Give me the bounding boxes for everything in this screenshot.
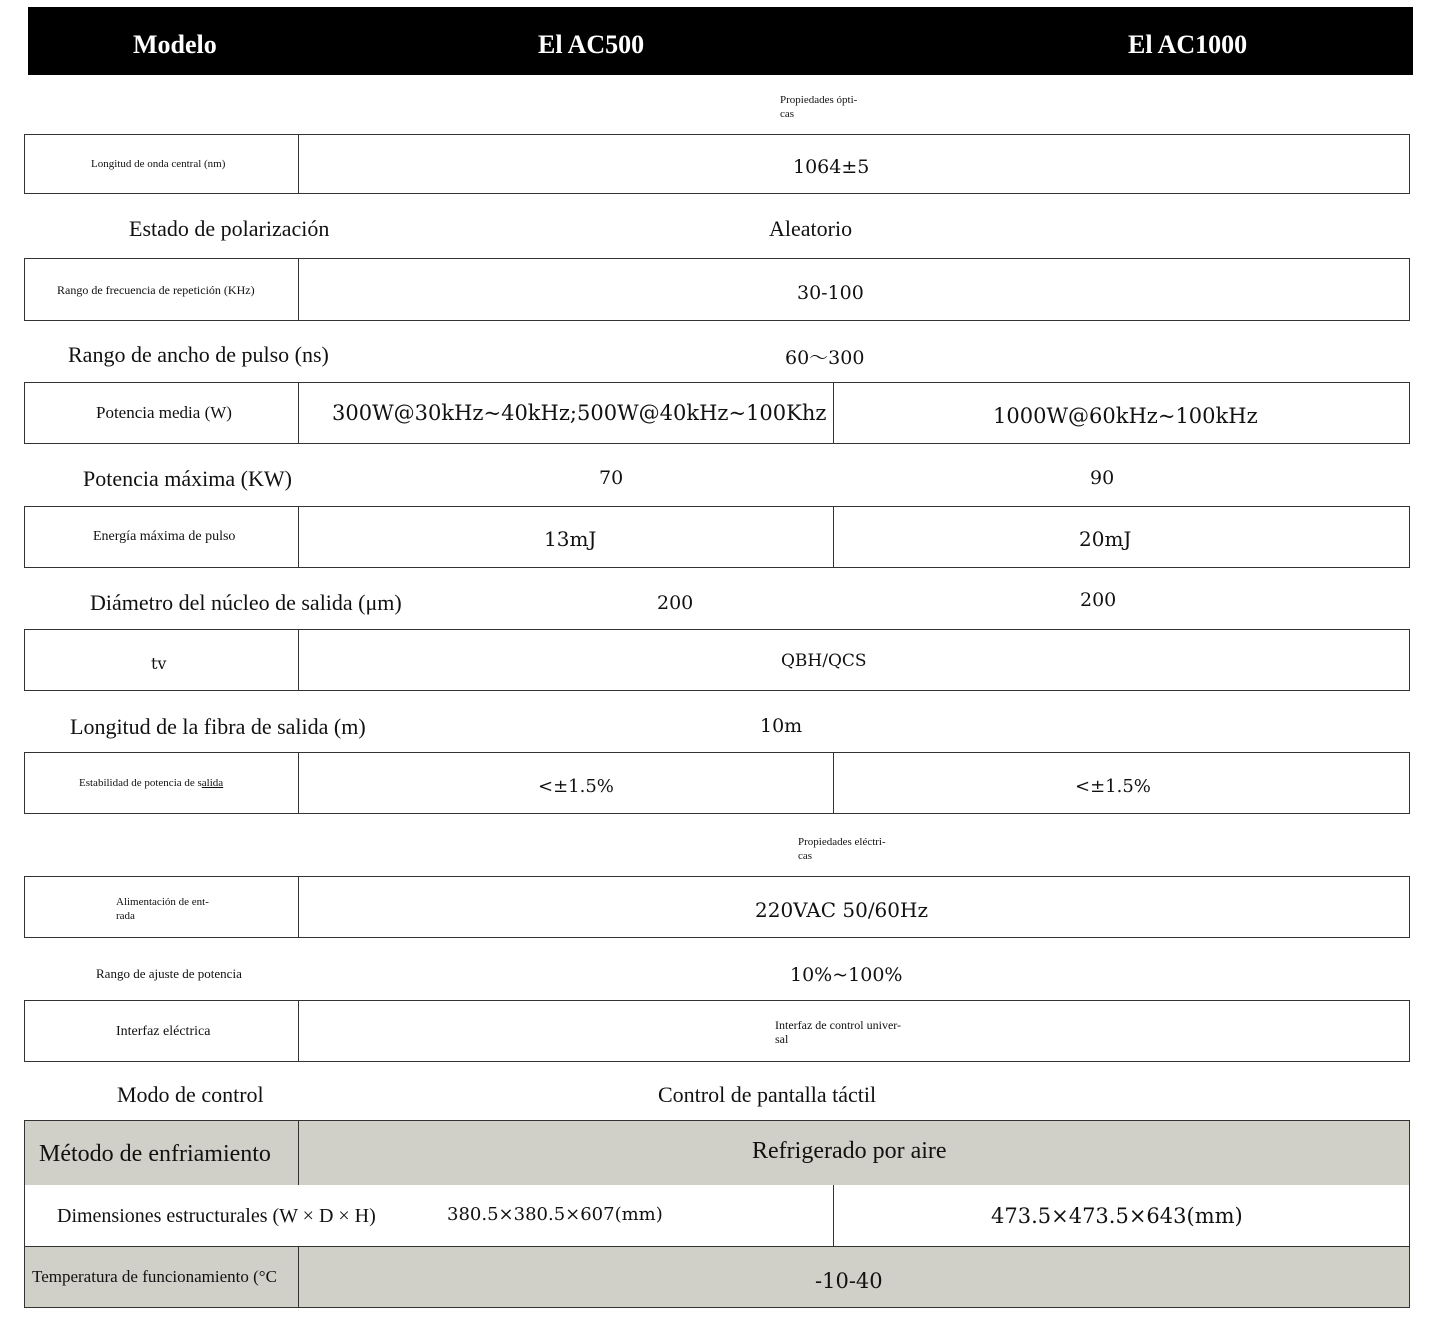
row-avg-power xyxy=(24,382,1410,444)
value-avg-power-ac1000: 1000W@60kHz~100kHz xyxy=(993,404,1258,428)
label-power-stability-main: Estabilidad de potencia de s xyxy=(79,777,202,789)
row-wavelength xyxy=(24,134,1410,194)
label-fiber-length: Longitud de la fibra de salida (m) xyxy=(70,714,366,739)
section-electrical-line1: Propiedades eléctri- xyxy=(798,836,886,848)
value-tv: QBH/QCS xyxy=(781,651,867,671)
value-wavelength: 1064±5 xyxy=(793,156,870,178)
value-electrical-interface-line2: sal xyxy=(775,1032,789,1046)
label-input-supply-line1: Alimentación de ent- xyxy=(116,896,209,908)
value-core-diameter-ac1000: 200 xyxy=(1080,589,1117,611)
row-cooling xyxy=(24,1120,1410,1186)
value-pulse-width: 60～300 xyxy=(785,347,865,369)
row-temperature xyxy=(24,1246,1410,1308)
header-ac500: El AC500 xyxy=(538,30,645,59)
row-rep-freq xyxy=(24,258,1410,321)
value-fiber-length: 10m xyxy=(760,715,803,737)
value-polarization: Aleatorio xyxy=(769,216,853,241)
row-input-supply xyxy=(24,876,1410,938)
label-cooling: Método de enfriamiento xyxy=(39,1141,271,1167)
value-peak-power-ac500: 70 xyxy=(599,467,624,489)
label-temperature: Temperatura de funcionamiento (°C xyxy=(32,1267,277,1286)
value-power-stability-ac1000: <±1.5% xyxy=(1075,776,1151,797)
label-pulse-width: Rango de ancho de pulso (ns) xyxy=(68,342,329,367)
label-control-mode: Modo de control xyxy=(117,1082,264,1107)
row-power-stability xyxy=(24,752,1410,814)
value-dimensions-ac500: 380.5×380.5×607(mm) xyxy=(447,1204,663,1225)
label-core-diameter: Diámetro del núcleo de salida (μm) xyxy=(90,590,402,615)
section-electrical-line2: cas xyxy=(798,850,813,862)
label-power-stability-underlined: alida xyxy=(201,777,224,789)
label-peak-power: Potencia máxima (KW) xyxy=(83,466,292,491)
label-dimensions: Dimensiones estructurales (W × D × H) xyxy=(57,1205,376,1227)
label-tv: tv xyxy=(151,654,167,673)
label-electrical-interface: Interfaz eléctrica xyxy=(116,1024,211,1039)
label-input-supply-line2: rada xyxy=(116,910,135,922)
value-pulse-energy-ac1000: 20mJ xyxy=(1079,527,1132,551)
value-core-diameter-ac500: 200 xyxy=(657,592,694,614)
value-control-mode: Control de pantalla táctil xyxy=(658,1082,877,1107)
value-peak-power-ac1000: 90 xyxy=(1090,467,1115,489)
value-cooling: Refrigerado por aire xyxy=(752,1138,947,1164)
row-dimensions xyxy=(24,1185,1410,1247)
label-rep-freq: Rango de frecuencia de repetición (KHz) xyxy=(57,283,255,297)
value-power-adjust: 10%~100% xyxy=(790,964,903,986)
row-pulse-energy xyxy=(24,506,1410,568)
value-rep-freq: 30-100 xyxy=(797,282,864,304)
label-pulse-energy: Energía máxima de pulso xyxy=(93,529,236,544)
section-optical-line2: cas xyxy=(780,108,795,120)
section-optical-line1: Propiedades ópti- xyxy=(780,94,858,106)
row-tv xyxy=(24,629,1410,691)
label-power-stability xyxy=(79,777,223,789)
header-model: Modelo xyxy=(133,30,217,59)
label-power-adjust: Rango de ajuste de potencia xyxy=(96,966,242,981)
value-electrical-interface-line1: Interfaz de control univer- xyxy=(775,1018,902,1032)
value-temperature: -10-40 xyxy=(815,1269,883,1293)
label-avg-power: Potencia media (W) xyxy=(96,403,232,422)
value-avg-power-ac500: 300W@30kHz~40kHz;500W@40kHz~100Khz xyxy=(332,401,827,425)
row-electrical-interface xyxy=(24,1000,1410,1062)
label-wavelength: Longitud de onda central (nm) xyxy=(91,158,226,170)
value-input-supply: 220VAC 50/60Hz xyxy=(755,898,928,922)
value-dimensions-ac1000: 473.5×473.5×643(mm) xyxy=(991,1204,1243,1228)
label-polarization: Estado de polarización xyxy=(129,216,330,241)
table-header xyxy=(28,7,1413,75)
header-ac1000: El AC1000 xyxy=(1128,30,1248,59)
value-power-stability-ac500: <±1.5% xyxy=(538,776,614,797)
value-pulse-energy-ac500: 13mJ xyxy=(544,527,597,551)
